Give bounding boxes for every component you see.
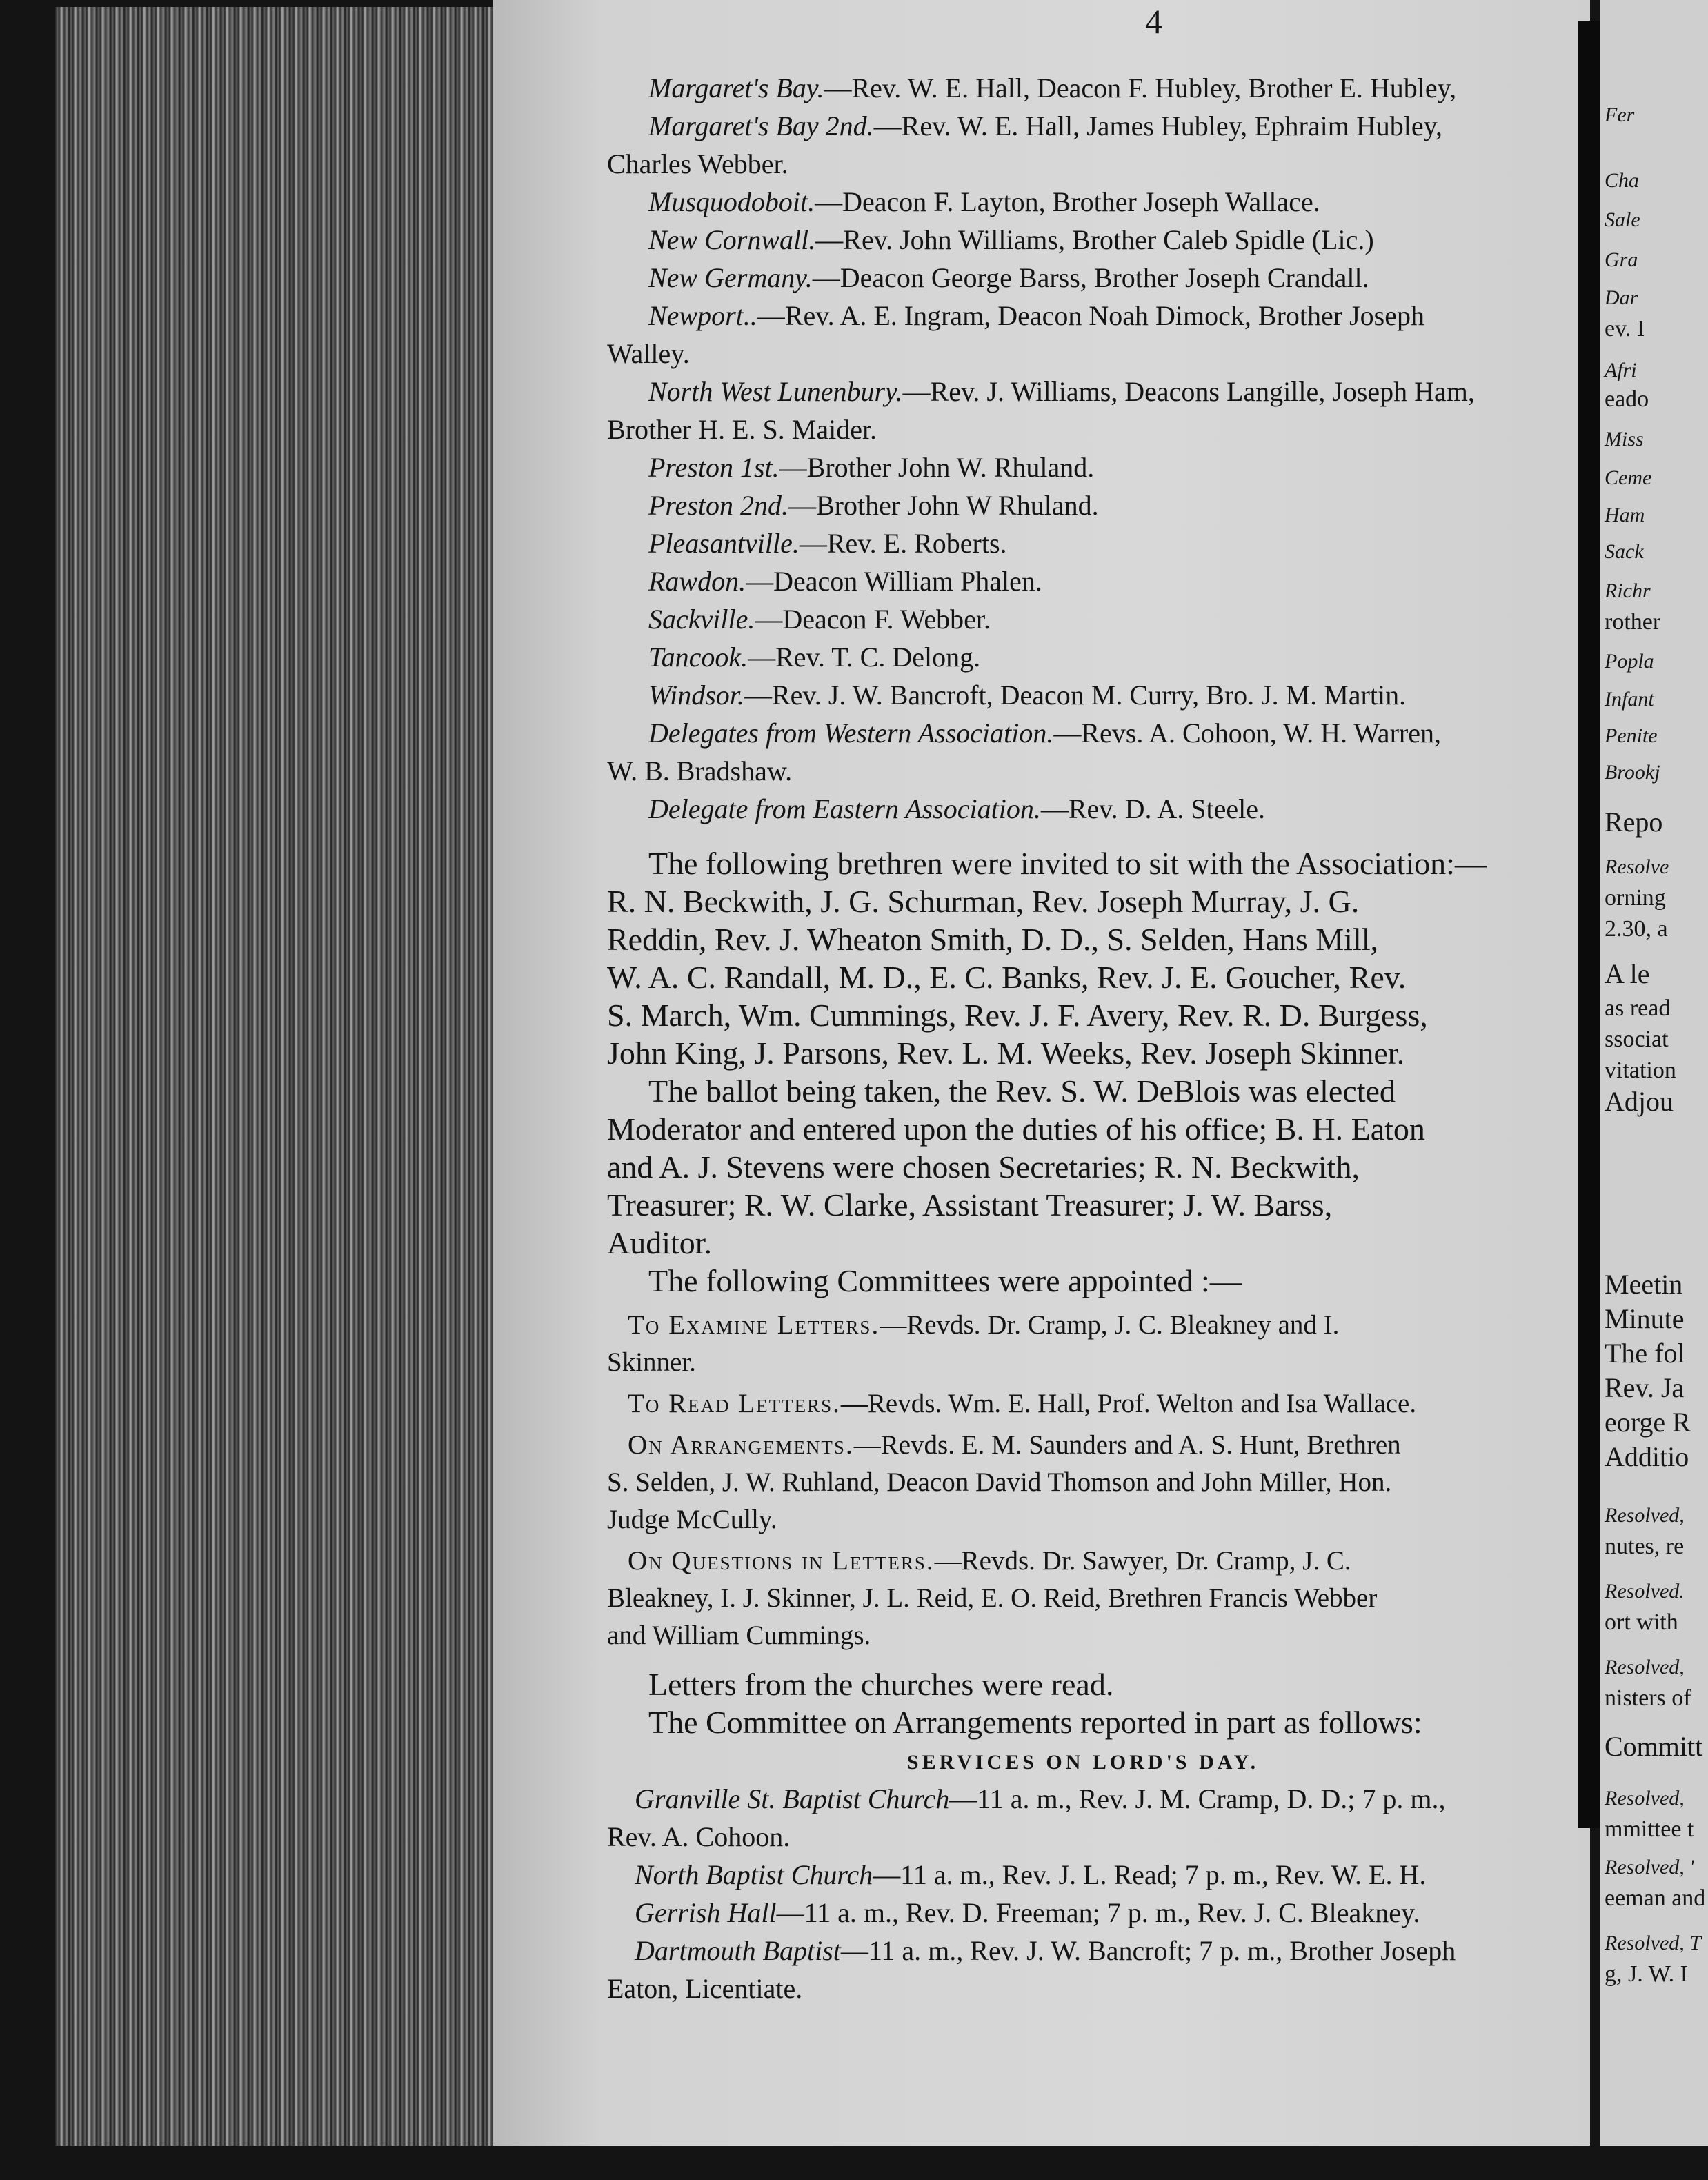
delegate-entry xyxy=(607,676,1573,714)
delegate-names: —Deacon F. Layton, Brother Joseph Wallace. xyxy=(815,186,1320,217)
delegate-church-name: Margaret's Bay 2nd. xyxy=(648,110,874,141)
delegate-names: —Rev. John Williams, Brother Caleb Spidle (Lic.) xyxy=(815,224,1374,255)
service-times: —11 a. m., Rev. D. Freeman; 7 p. m., Rev. J. C. Bleakney. xyxy=(776,1897,1420,1928)
delegate-church-name: Preston 2nd. xyxy=(648,490,788,521)
right-page-text-fragment: eado xyxy=(1605,386,1649,412)
delegate-names: —Revs. A. Cohoon, W. H. Warren, xyxy=(1053,717,1441,749)
right-page-text-fragment: Resolved, T xyxy=(1605,1932,1701,1954)
right-page-text-fragment: Meetin xyxy=(1605,1269,1683,1300)
delegate-names: —Rev. W. E. Hall, Deacon F. Hubley, Brother E. Hubley, xyxy=(824,72,1457,103)
service-first-line xyxy=(607,1897,1420,1928)
services-heading: SERVICES ON LORD'S DAY. xyxy=(906,1751,1260,1774)
ballot-line xyxy=(607,1186,1573,1224)
committee-name: On Questions in Letters. xyxy=(628,1546,935,1576)
right-page-text-fragment: rother xyxy=(1605,609,1661,635)
invited-text: Reddin, Rev. J. Wheaton Smith, D. D., S. Selden, Hans Mill, xyxy=(607,922,1379,957)
committee-members: —Revds. Dr. Sawyer, Dr. Cramp, J. C. xyxy=(934,1546,1351,1576)
invited-line xyxy=(607,958,1573,996)
service-church-name: Gerrish Hall xyxy=(635,1897,777,1928)
right-page-text-fragment: Resolved, xyxy=(1605,1787,1685,1810)
delegates-list xyxy=(607,69,1573,828)
delegate-church-name: Pleasantville. xyxy=(648,528,800,559)
committee-first-line xyxy=(607,1430,1401,1460)
right-page-fragment xyxy=(1600,0,1708,2146)
delegate-names: —Rev. W. E. Hall, James Hubley, Ephraim Hubley, xyxy=(873,110,1442,141)
right-page-text-fragment: vitation xyxy=(1605,1058,1676,1083)
delegate-first-line xyxy=(607,376,1475,407)
delegate-church-name: Windsor. xyxy=(648,680,744,711)
ballot-text: Moderator and entered upon the duties of his office; B. H. Eaton xyxy=(607,1111,1425,1147)
delegate-entry xyxy=(607,297,1573,335)
delegate-entry xyxy=(607,562,1573,600)
invited-text: W. A. C. Randall, M. D., E. C. Banks, Rev. J. E. Goucher, Rev. xyxy=(607,960,1407,995)
committee-line xyxy=(607,1617,1573,1654)
delegate-entry xyxy=(607,183,1573,221)
delegate-first-line xyxy=(607,604,991,635)
right-page-text-fragment: Fer xyxy=(1605,103,1635,126)
delegate-church-name: Rawdon. xyxy=(648,566,746,597)
delegate-entry xyxy=(607,448,1573,486)
delegate-first-line xyxy=(607,452,1094,483)
delegate-entry xyxy=(607,790,1573,828)
ballot-text: Auditor. xyxy=(607,1225,713,1260)
delegate-church-name: North West Lunenbury. xyxy=(648,376,903,407)
delegate-first-line xyxy=(607,490,1099,521)
right-page-text-fragment: Ceme xyxy=(1605,466,1652,489)
committee-line xyxy=(607,1501,1573,1538)
delegate-names: —Brother John W. Rhuland. xyxy=(779,452,1095,483)
delegate-names: —Deacon William Phalen. xyxy=(746,566,1042,597)
right-page-text-fragment: nutes, re xyxy=(1605,1534,1685,1559)
delegate-entry xyxy=(607,373,1573,410)
ballot-line xyxy=(607,1224,1573,1262)
page-number: 4 xyxy=(1145,2,1162,41)
ballot-text: The ballot being taken, the Rev. S. W. DeBlois was elected xyxy=(648,1073,1396,1109)
committee-line xyxy=(607,1543,1573,1580)
right-page-text-fragment: nisters of xyxy=(1605,1685,1691,1711)
service-entry xyxy=(607,1932,1573,1970)
committee-members: S. Selden, J. W. Ruhland, Deacon David Thomson and John Miller, Hon. xyxy=(607,1467,1392,1497)
book-page-edges xyxy=(55,7,497,2146)
invited-line xyxy=(607,920,1573,958)
delegate-first-line xyxy=(607,300,1424,331)
delegate-entry xyxy=(607,259,1573,297)
service-times: —11 a. m., Rev. J. L. Read; 7 p. m., Rev. W. E. H. xyxy=(873,1859,1427,1890)
right-page-text-fragment: Resolved, xyxy=(1605,1656,1685,1678)
invited-brethren-paragraph xyxy=(607,844,1573,1072)
delegate-entry xyxy=(607,524,1573,562)
delegate-entry xyxy=(607,107,1573,145)
right-page-text-fragment: Minute xyxy=(1605,1303,1685,1334)
delegate-first-line xyxy=(607,793,1265,824)
right-page-text-fragment: as read xyxy=(1605,995,1671,1021)
committee-name: To Examine Letters. xyxy=(628,1310,880,1340)
ballot-paragraph xyxy=(607,1072,1573,1262)
service-continuation: Rev. A. Cohoon. xyxy=(607,1821,791,1852)
delegate-continuation: Brother H. E. S. Maider. xyxy=(607,414,877,445)
right-page-text-fragment: Popla xyxy=(1605,650,1654,673)
delegate-continuation: Charles Webber. xyxy=(607,148,788,179)
delegate-names: —Rev. T. C. Delong. xyxy=(748,642,981,673)
service-continuation: Eaton, Licentiate. xyxy=(607,1973,803,2004)
delegate-church-name: New Germany. xyxy=(648,262,813,293)
committee-line xyxy=(607,1385,1573,1423)
invited-line xyxy=(607,882,1573,920)
delegate-church-name: Musquodoboit. xyxy=(648,186,815,217)
delegate-names: —Deacon F. Webber. xyxy=(755,604,991,635)
service-times: —11 a. m., Rev. J. W. Bancroft; 7 p. m., Brother Joseph xyxy=(840,1935,1456,1966)
right-page-text-fragment: Gra xyxy=(1605,248,1638,271)
service-entry xyxy=(607,1780,1573,1818)
right-page-text-fragment: Resolved, xyxy=(1605,1504,1685,1527)
delegate-continuation: W. B. Bradshaw. xyxy=(607,755,793,786)
right-page-text-fragment: orning xyxy=(1605,885,1666,911)
delegate-entry xyxy=(607,221,1573,259)
service-times: —11 a. m., Rev. J. M. Cramp, D. D.; 7 p. m., xyxy=(949,1783,1446,1814)
invited-text: John King, J. Parsons, Rev. L. M. Weeks, Rev. Joseph Skinner. xyxy=(607,1036,1405,1071)
service-first-line xyxy=(607,1783,1446,1814)
delegate-first-line xyxy=(607,566,1042,597)
invited-text: S. March, Wm. Cummings, Rev. J. F. Avery, Rev. R. D. Burgess, xyxy=(607,998,1428,1033)
right-page-text-fragment: A le xyxy=(1605,958,1650,989)
invited-text: The following brethren were invited to sit with the Association:— xyxy=(648,846,1487,881)
delegate-church-name: New Cornwall. xyxy=(648,224,816,255)
committee-first-line xyxy=(607,1310,1339,1340)
service-church-name: Dartmouth Baptist xyxy=(635,1935,841,1966)
ballot-text: and A. J. Stevens were chosen Secretaries; R. N. Beckwith, xyxy=(607,1149,1360,1185)
right-page-text-fragment: Penite xyxy=(1605,724,1658,747)
page-content xyxy=(607,69,1573,2008)
invited-text: R. N. Beckwith, J. G. Schurman, Rev. Joseph Murray, J. G. xyxy=(607,884,1360,919)
delegate-church-name: Newport.. xyxy=(648,300,757,331)
right-page-text-fragment: Resolved, ' xyxy=(1605,1856,1694,1879)
committee-first-line xyxy=(607,1389,1416,1418)
committee-name: To Read Letters. xyxy=(628,1389,841,1418)
delegate-first-line xyxy=(607,110,1442,141)
committee-line xyxy=(607,1427,1573,1464)
right-page-text-fragment: Ham xyxy=(1605,504,1645,526)
ballot-line xyxy=(607,1110,1573,1148)
committees-list xyxy=(607,1307,1573,1658)
delegate-first-line xyxy=(607,528,1007,559)
right-page-text-fragment: Miss xyxy=(1605,428,1644,450)
ballot-line xyxy=(607,1148,1573,1186)
committees-intro: The following Committees were appointed :— xyxy=(648,1263,1242,1298)
delegate-first-line xyxy=(607,72,1456,103)
ballot-text: Treasurer; R. W. Clarke, Assistant Treasurer; J. W. Barss, xyxy=(607,1187,1333,1222)
right-page-text-fragment: Brookj xyxy=(1605,761,1660,784)
committee-line xyxy=(607,1307,1573,1344)
committee-members: and William Cummings. xyxy=(607,1621,871,1650)
committee-line xyxy=(607,1344,1573,1381)
right-page-text-fragment: eeman and xyxy=(1605,1885,1706,1911)
delegate-names: —Brother John W Rhuland. xyxy=(788,490,1099,521)
invited-line xyxy=(607,844,1573,882)
service-first-line xyxy=(607,1935,1456,1966)
right-page-text-fragment: Resolve xyxy=(1605,855,1669,878)
delegate-first-line xyxy=(607,186,1320,217)
delegate-church-name: Delegate from Eastern Association. xyxy=(648,793,1041,824)
committee-first-line xyxy=(607,1546,1351,1576)
delegate-church-name: Delegates from Western Association. xyxy=(648,717,1054,749)
right-page-text-fragment: 2.30, a xyxy=(1605,916,1668,942)
delegate-names: —Deacon George Barss, Brother Joseph Crandall. xyxy=(812,262,1369,293)
committee-line xyxy=(607,1464,1573,1501)
delegate-names: —Rev. A. E. Ingram, Deacon Noah Dimock, Brother Joseph xyxy=(757,300,1424,331)
letters-read-line: Letters from the churches were read. xyxy=(648,1667,1114,1702)
right-page-text-fragment: Sack xyxy=(1605,540,1644,563)
delegate-entry xyxy=(607,638,1573,676)
delegate-first-line xyxy=(607,262,1369,293)
delegate-names: —Rev. J. W. Bancroft, Deacon M. Curry, Bro. J. M. Martin. xyxy=(744,680,1407,711)
invited-line xyxy=(607,996,1573,1034)
delegate-church-name: Margaret's Bay. xyxy=(648,72,824,103)
right-page-text-fragment: Afri xyxy=(1605,359,1637,382)
right-page-text-fragment: eorge R xyxy=(1605,1407,1691,1438)
services-list xyxy=(607,1780,1573,2008)
right-page-text-fragment: ev. I xyxy=(1605,316,1645,341)
committee-report-line: The Committee on Arrangements reported in part as follows: xyxy=(648,1705,1422,1740)
delegate-church-name: Sackville. xyxy=(648,604,755,635)
right-page-text-fragment: Sale xyxy=(1605,208,1640,231)
book-gutter xyxy=(1578,21,1600,1828)
committee-line xyxy=(607,1580,1573,1617)
delegate-names: —Rev. D. A. Steele. xyxy=(1040,793,1265,824)
delegate-continuation: Walley. xyxy=(607,338,690,369)
delegate-entry xyxy=(607,486,1573,524)
service-church-name: North Baptist Church xyxy=(635,1859,873,1890)
committee-name: On Arrangements. xyxy=(628,1430,854,1460)
committee-members: Bleakney, I. J. Skinner, J. L. Reid, E. O. Reid, Brethren Francis Webber xyxy=(607,1583,1378,1613)
right-page-text-fragment: mmittee t xyxy=(1605,1816,1694,1842)
ballot-line xyxy=(607,1072,1573,1110)
committee-members: Judge McCully. xyxy=(607,1505,777,1534)
service-first-line xyxy=(607,1859,1426,1890)
service-entry xyxy=(607,1894,1573,1932)
right-page-text-fragment: Infant xyxy=(1605,688,1654,711)
right-page-text-fragment: Cha xyxy=(1605,169,1640,192)
right-page-text-fragment: g, J. W. I xyxy=(1605,1961,1688,1987)
delegate-church-name: Preston 1st. xyxy=(648,452,779,483)
right-page-text-fragment: Adjou xyxy=(1605,1086,1674,1117)
committee-members: —Revds. E. M. Saunders and A. S. Hunt, Brethren xyxy=(853,1430,1401,1460)
right-page-text-fragment: The fol xyxy=(1605,1338,1685,1369)
service-church-name: Granville St. Baptist Church xyxy=(635,1783,950,1814)
right-page-text-fragment: Dar xyxy=(1605,286,1638,309)
delegate-first-line xyxy=(607,717,1441,749)
delegate-church-name: Tancook. xyxy=(648,642,748,673)
right-page-text-fragment: Repo xyxy=(1605,806,1663,838)
delegate-first-line xyxy=(607,680,1406,711)
right-page-text-fragment: ort with xyxy=(1605,1609,1678,1635)
right-page-text-fragment: Additio xyxy=(1605,1441,1689,1472)
committee-members: —Revds. Dr. Cramp, J. C. Bleakney and I. xyxy=(880,1310,1340,1340)
delegate-entry xyxy=(607,714,1573,752)
service-entry xyxy=(607,1856,1573,1894)
right-page-text-fragment: Rev. Ja xyxy=(1605,1372,1685,1403)
delegate-entry xyxy=(607,69,1573,107)
committee-members: Skinner. xyxy=(607,1347,696,1377)
right-page-text-fragment: Resolved. xyxy=(1605,1580,1685,1603)
delegate-names: —Rev. J. Williams, Deacons Langille, Joseph Ham, xyxy=(902,376,1475,407)
delegate-first-line xyxy=(607,642,980,673)
delegate-entry xyxy=(607,600,1573,638)
delegate-names: —Rev. E. Roberts. xyxy=(799,528,1007,559)
invited-line xyxy=(607,1034,1573,1072)
right-page-text-fragment: ssociat xyxy=(1605,1027,1669,1052)
committee-members: —Revds. Wm. E. Hall, Prof. Welton and Isa Wallace. xyxy=(840,1389,1417,1418)
delegate-first-line xyxy=(607,224,1374,255)
right-page-text-fragment: Committ xyxy=(1605,1731,1703,1762)
right-page-text-fragment: Richr xyxy=(1605,579,1651,602)
